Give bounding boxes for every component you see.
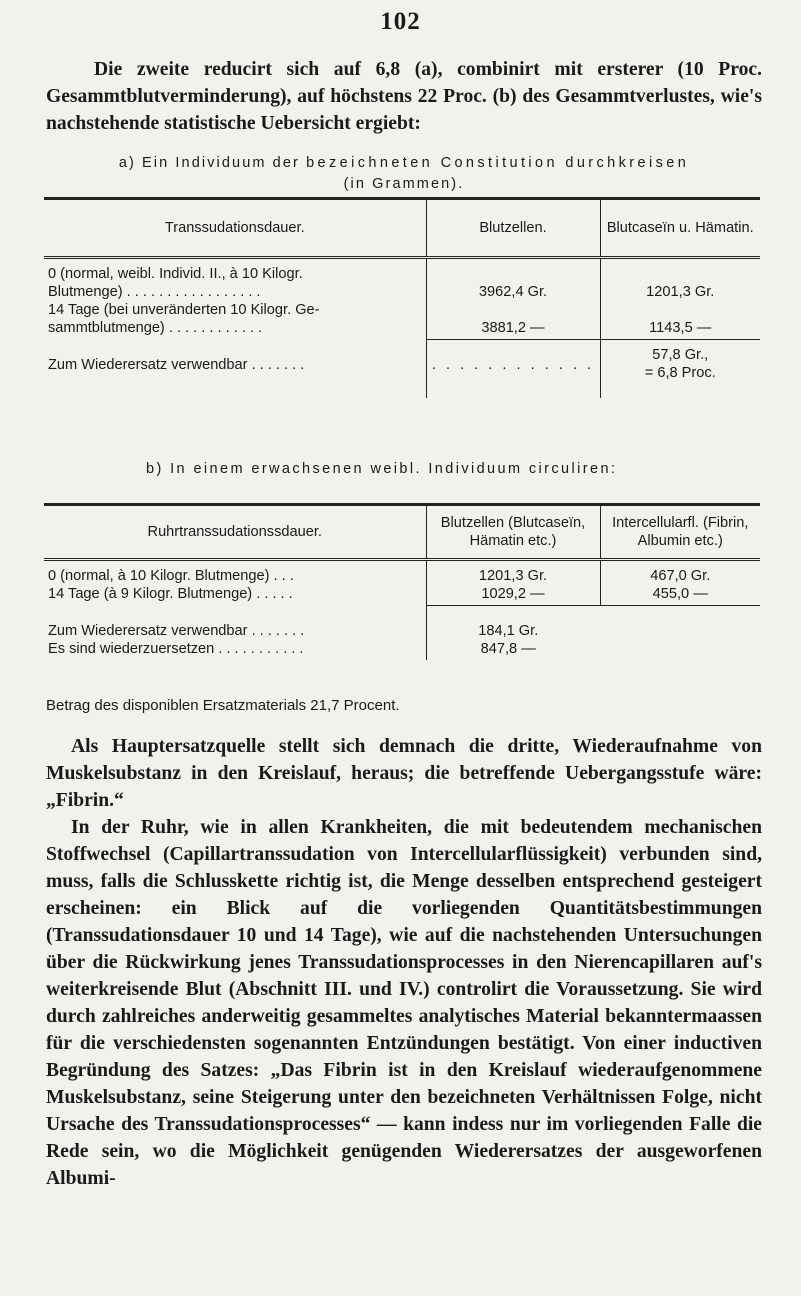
table-a-casein-values: 1201,3 Gr. 1143,5 — <box>600 258 760 340</box>
body-paragraph-2: In der Ruhr, wie in allen Krankheiten, die mit bedeutendem mechanischen Stoffwechsel (Capillartranssudation von Intercellularflüssigkeit) verbunden sind, muss, falls die Schlusskette richtig ist, die Menge desselben entsprechend gesteigert erscheinen: ein Blick auf die vorliegenden Quantitätsbestimmungen (Transsudationsdauer 10 und 14 Tage), wie auf die nachstehenden Untersuchungen über die Rückwirkung jenes Transsudationsprocesses in den Nierencapillaren auf's weiterkreisende Blut (Abschnitt III. und IV.) controlirt die Voraussetzung. Sie wird durch zahlreiches anderweitig gesammeltes analytisches Material bekanntermaassen für die verschiedensten sogenannten Entzündungen bestätigt. Von einer inductiven Begründung des Satzes: „Das Fibrin ist in den Kreislauf wiederaufgenommene Muskelsubstanz, seine Steigerung unter den bezeichneten Verhältnissen Folge, nicht Ursache des Transsudationsprocesses“ — kann indess nur im vorliegenden Falle die Rede sein, wo die Möglichkeit genügenden Wiederersatzes der ausgeworfenen Albumi- <box>46 817 762 1189</box>
table-b-col-dauer: Ruhrtranssudationssdauer. <box>44 505 426 560</box>
section-b-heading: b) In einem erwachsenen weibl. Individuum circuliren: <box>146 461 618 477</box>
table-row <box>44 606 760 661</box>
table-a-col-transsudationsdauer: Transsudationsdauer. <box>44 199 426 258</box>
table-row <box>44 258 760 340</box>
intro-paragraph: Die zweite reducirt sich auf 6,8 (a), combinirt mit ersterer (10 Proc. Gesammtblutverminderung), auf höchstens 22 Proc. (b) des Gesammtverlustes, wie's nachstehende statistische Uebersicht ergiebt: <box>46 59 762 134</box>
table-a-row-label: 0 (normal, weibl. Individ. II., à 10 Kilogr. Blutmenge) . . . . . . . . . . . . . . . . . 14 Tage (bei unveränderten 10 Kilogr. Ge- sammtblutmenge) . . . . . . . . . . . . <box>48 266 320 336</box>
section-a-heading-spaced: bezeichneten Constitution durchkreisen <box>306 155 690 171</box>
table-b-col-intercellular: Intercellularfl. (Fibrin, Albumin etc.) <box>600 505 760 560</box>
table-b-intercellular-values: 467,0 Gr. 455,0 — <box>600 560 760 606</box>
table-b-replacement-values: 184,1 Gr. 847,8 — <box>426 606 760 661</box>
table-row <box>44 560 760 606</box>
body-paragraph-1: Als Hauptersatzquelle stellt sich demnach die dritte, Wiederaufnahme von Muskelsubstanz in den Kreislauf, heraus; die betreffende Uebergangsstufe wäre: „Fibrin.“ <box>46 736 762 811</box>
table-section-a <box>44 197 760 398</box>
table-a-col-blutzellen: Blutzellen. <box>426 199 600 258</box>
table-b-blutzellen-values: 1201,3 Gr. 1029,2 — <box>426 560 600 606</box>
table-a-header-row <box>44 199 760 258</box>
table-a-replacement-blutzellen: . . . . . . . . . . . . <box>426 340 600 398</box>
table-b-replacement-labels: Zum Wiederersatz verwendbar . . . . . . . Es sind wiederzuersetzen . . . . . . . . . . . <box>48 622 305 657</box>
page-number: 102 <box>380 8 421 35</box>
table-a-col-casein: Blutcaseïn u. Hämatin. <box>600 199 760 258</box>
section-a-heading <box>44 153 764 195</box>
table-b-header-row <box>44 505 760 560</box>
table-a-blutzellen-values: 3962,4 Gr. 3881,2 — <box>426 258 600 340</box>
table-b-col-blutzellen: Blutzellen (Blutcaseïn, Hämatin etc.) <box>426 505 600 560</box>
section-b-footnote: Betrag des disponiblen Ersatzmaterials 21,7 Procent. <box>46 697 400 714</box>
body-text <box>46 733 762 1192</box>
table-row <box>44 340 760 398</box>
section-a-heading-tail: (in Grammen). <box>343 176 465 192</box>
table-section-b <box>44 503 760 660</box>
section-a-heading-lead: a) Ein Individuum der <box>118 155 300 171</box>
table-a-replacement-casein: 57,8 Gr., = 6,8 Proc. <box>600 340 760 398</box>
table-a-replacement-label: Zum Wiederersatz verwendbar . . . . . . . <box>48 356 305 373</box>
table-b-row-labels: 0 (normal, à 10 Kilogr. Blutmenge) . . . 14 Tage (à 9 Kilogr. Blutmenge) . . . . . <box>48 568 294 602</box>
